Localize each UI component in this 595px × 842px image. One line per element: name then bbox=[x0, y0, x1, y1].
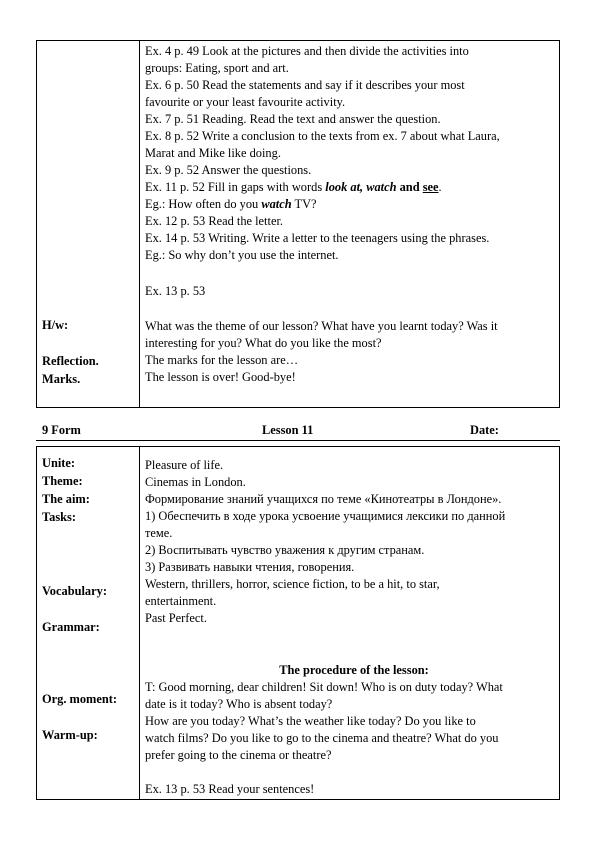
warm-up-text: Ex. 13 p. 53 Read your sentences! bbox=[145, 782, 315, 796]
exercise-line: Ex. 9 p. 52 Answer the questions. bbox=[145, 163, 312, 177]
vocabulary-text: Western, thrillers, horror, science fiction, to be a hit, to star, bbox=[145, 577, 440, 591]
vocabulary-text: entertainment. bbox=[145, 594, 217, 608]
closing-text: The lesson is over! Good-bye! bbox=[145, 370, 296, 384]
homework-text: Ex. 13 p. 53 bbox=[145, 284, 206, 298]
exercise-line: groups: Eating, sport and art. bbox=[145, 61, 289, 75]
exercise-line: Marat and Mike like doing. bbox=[145, 146, 281, 160]
exercise-line: Ex. 7 p. 51 Reading. Read the text and answer the question. bbox=[145, 112, 441, 126]
reflection-text: What was the theme of our lesson? What have you learnt today? Was it bbox=[145, 319, 498, 333]
lesson-plan-table bbox=[36, 446, 560, 800]
vocabulary-label: Vocabulary: bbox=[42, 584, 107, 598]
marks-text: The marks for the lesson are… bbox=[145, 353, 299, 367]
example-line: Eg.: How often do you watch TV? bbox=[145, 197, 317, 211]
procedure-heading: The procedure of the lesson: bbox=[279, 663, 429, 677]
column-divider bbox=[139, 41, 140, 407]
reflection-label: Reflection. bbox=[42, 354, 99, 368]
exercise-line: Ex. 11 p. 52 Fill in gaps with words look at, watch and see. bbox=[145, 180, 442, 194]
marks-label: Marks. bbox=[42, 372, 81, 386]
column-divider bbox=[139, 447, 140, 799]
exercise-line: Ex. 4 p. 49 Look at the pictures and then divide the activities into bbox=[145, 44, 469, 58]
form-label: 9 Form bbox=[42, 423, 81, 437]
exercise-line: Ex. 14 p. 53 Writing. Write a letter to the teenagers using the phrases. bbox=[145, 231, 490, 245]
aim-text: Формирование знаний учащихся по теме «Кинотеатры в Лондоне». bbox=[145, 492, 502, 506]
exercise-line: Ex. 8 p. 52 Write a conclusion to the texts from ex. 7 about what Laura, bbox=[145, 129, 500, 143]
hw-label: H/w: bbox=[42, 318, 69, 332]
unite-text: Pleasure of life. bbox=[145, 458, 224, 472]
org-moment-text: T: Good morning, dear children! Sit down! Who is on duty today? What bbox=[145, 680, 503, 694]
task-line: 2) Воспитывать чувство уважения к другим странам. bbox=[145, 543, 425, 557]
warm-up-label: Warm-up: bbox=[42, 728, 98, 742]
theme-label: Theme: bbox=[42, 474, 83, 488]
aim-label: The aim: bbox=[42, 492, 90, 506]
grammar-label: Grammar: bbox=[42, 620, 100, 634]
lesson-header bbox=[36, 422, 560, 441]
example-line: Eg.: So why don’t you use the internet. bbox=[145, 248, 339, 262]
homework-table bbox=[36, 40, 560, 408]
task-line: 3) Развивать навыки чтения, говорения. bbox=[145, 560, 355, 574]
task-line: 1) Обеспечить в ходе урока усвоение учащимися лексики по данной bbox=[145, 509, 506, 523]
warm-up-text: prefer going to the cinema or theatre? bbox=[145, 748, 332, 762]
date-label: Date: bbox=[470, 423, 499, 437]
org-moment-text: date is it today? Who is absent today? bbox=[145, 697, 333, 711]
org-moment-label: Org. moment: bbox=[42, 692, 118, 706]
task-line: теме. bbox=[145, 526, 173, 540]
tasks-label: Tasks: bbox=[42, 510, 76, 524]
theme-text: Cinemas in London. bbox=[145, 475, 246, 489]
warm-up-text: How are you today? What’s the weather like today? Do you like to bbox=[145, 714, 476, 728]
warm-up-text: watch films? Do you like to go to the cinema and theatre? What do you bbox=[145, 731, 499, 745]
grammar-text: Past Perfect. bbox=[145, 611, 207, 625]
exercise-line: Ex. 6 p. 50 Read the statements and say if it describes your most bbox=[145, 78, 465, 92]
exercise-line: Ex. 12 p. 53 Read the letter. bbox=[145, 214, 283, 228]
unite-label: Unite: bbox=[42, 456, 76, 470]
lesson-label: Lesson 11 bbox=[262, 423, 314, 437]
reflection-text: interesting for you? What do you like the most? bbox=[145, 336, 382, 350]
exercise-line: favourite or your least favourite activity. bbox=[145, 95, 346, 109]
